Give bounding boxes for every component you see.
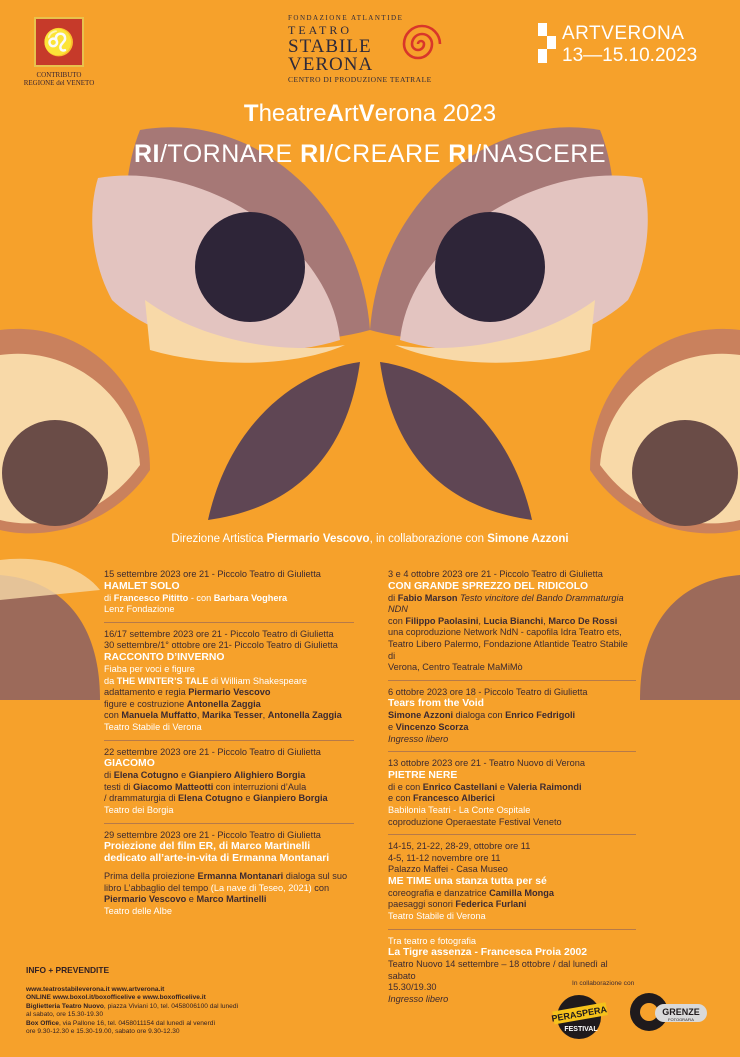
event-text-run: Filippo Paolasini bbox=[405, 615, 479, 626]
event-detail: 14-15, 21-22, 28-29, ottobre ore 11 bbox=[388, 841, 531, 852]
event-title: HAMLET SOLO bbox=[104, 580, 180, 592]
tsv-foundation: FONDAZIONE ATLANTIDE bbox=[288, 14, 404, 22]
event-detail: Babilonia Teatri - La Corte Ospitale bbox=[388, 804, 531, 815]
event-detail: 4-5, 11-12 novembre ore 11 bbox=[388, 852, 501, 863]
event-detail: Verona, Centro Teatrale MaMiMò bbox=[388, 662, 523, 673]
event-detail: Lenz Fondazione bbox=[104, 604, 175, 615]
event-text-run: , bbox=[478, 615, 484, 626]
event-title: ME TIME una stanza tutta per sé bbox=[388, 875, 547, 887]
event-text-run: L’abbaglio del tempo bbox=[123, 882, 209, 893]
title-heatre: heatre bbox=[258, 100, 327, 127]
event-detail: Palazzo Maffei - Casa Museo bbox=[388, 864, 508, 875]
region-caption bbox=[16, 71, 102, 87]
program-event bbox=[104, 830, 354, 924]
event-text-run: con interruzioni d’Aula bbox=[213, 781, 307, 792]
info-text-run: www.teatrostabileverona.it www.artverona.it bbox=[26, 986, 165, 993]
event-text-run: coreografia e danzatrice bbox=[388, 887, 490, 898]
direction-middle: , in collaborazione con bbox=[369, 533, 488, 545]
event-detail bbox=[388, 616, 636, 628]
event-text-run: - con bbox=[188, 592, 214, 603]
event-text-run: Giacomo Matteotti bbox=[133, 781, 214, 792]
event-detail bbox=[388, 734, 636, 746]
event-text-run: Ingresso libero bbox=[388, 733, 449, 744]
side-eye-right bbox=[632, 420, 738, 526]
event-text-run: Marika Tesser bbox=[202, 710, 263, 721]
event-detail bbox=[388, 793, 636, 805]
event-date: 13 ottobre 2023 ore 21 - Teatro Nuovo di Verona bbox=[388, 758, 585, 769]
event-title: CON GRANDE SPREZZO DEL RIDICOLO bbox=[388, 580, 589, 592]
artverona-mark-icon bbox=[538, 23, 560, 63]
event-text-run: di bbox=[104, 592, 114, 603]
info-text-run: , piazza Viviani 10, tel. 0458006100 dal lunedì bbox=[103, 1002, 239, 1010]
event-text-run: , bbox=[262, 710, 268, 721]
event-title: dedicato all’arte-in-vita di Ermanna Montanari bbox=[104, 853, 330, 865]
info-text-run: Biglietteria Teatro Nuovo bbox=[26, 1002, 104, 1010]
event-text-run: con bbox=[388, 615, 406, 626]
event-detail bbox=[388, 593, 636, 616]
event-detail: Tra teatro e fotografia bbox=[388, 935, 477, 946]
event-text-run: dialoga con bbox=[453, 710, 506, 721]
subtitle-nascere: /NASCERE bbox=[474, 140, 607, 168]
event-text-run: Francesco Pititto bbox=[113, 592, 189, 603]
event-detail bbox=[104, 699, 354, 711]
event-text-run: e bbox=[186, 894, 197, 905]
event-detail bbox=[388, 782, 636, 794]
subtitle-tornare: /TORNARE bbox=[159, 140, 301, 168]
event-text-run: / drammaturgia di bbox=[104, 793, 179, 804]
lion-emblem-icon: ♌ bbox=[34, 17, 84, 67]
event-text-run: con bbox=[311, 882, 330, 893]
event-text-run: Gianpiero Alighiero Borgia bbox=[188, 770, 306, 781]
event-detail bbox=[104, 593, 354, 605]
event-title: Proiezione del film ER, di Marco Martinelli bbox=[104, 841, 311, 853]
event-detail bbox=[104, 782, 354, 794]
event-detail: Teatro delle Albe bbox=[104, 905, 172, 916]
eye-left bbox=[195, 212, 305, 322]
event-date: 29 settembre 2023 ore 21 - Piccolo Teatro di Giulietta bbox=[104, 829, 321, 840]
info-heading: INFO + PREVENDITE bbox=[26, 965, 110, 975]
subtitle-ri-2: RI bbox=[300, 140, 327, 168]
event-text-run: di William Shakespeare bbox=[208, 675, 308, 686]
event-detail: coproduzione Operaestate Festival Veneto bbox=[388, 816, 562, 827]
event-detail: Teatro Stabile di Verona bbox=[388, 911, 486, 922]
event-detail bbox=[388, 722, 636, 734]
event-text-run: Valeria Raimondi bbox=[507, 781, 582, 792]
event-detail bbox=[104, 871, 354, 883]
info-text-run: ONLINE www.boxol.it/boxofficelive e www.boxofficelive.it bbox=[26, 994, 206, 1002]
direction-prefix: Direzione Artistica bbox=[171, 533, 267, 545]
strip-left bbox=[0, 559, 100, 600]
partners-caption: In collaborazione con bbox=[572, 980, 635, 987]
spiral-icon bbox=[395, 18, 443, 70]
program-event bbox=[388, 841, 636, 930]
region-caption-line2: REGIONE del VENETO bbox=[23, 79, 95, 87]
event-date: 30 settembre/1° ottobre ore 21- Piccolo Teatro di Giulietta bbox=[104, 640, 338, 651]
event-text-run: e bbox=[242, 793, 254, 804]
event-text-run: Antonella Zaggia bbox=[186, 698, 261, 709]
event-text-run: Elena Cotugno bbox=[113, 770, 179, 781]
program-event bbox=[388, 569, 636, 681]
event-text-run: Elena Cotugno bbox=[178, 793, 243, 804]
peraspera-festival-text: FESTIVAL bbox=[564, 1026, 598, 1033]
event-text-run: Francesco Alberici bbox=[413, 793, 495, 804]
event-text-run: , bbox=[543, 615, 549, 626]
region-caption-line1: CONTRIBUTO bbox=[36, 71, 82, 79]
program-event bbox=[104, 629, 354, 741]
event-title: PIETRE NERE bbox=[388, 769, 458, 781]
info-lines bbox=[26, 986, 276, 1036]
direction-collaborator: Simone Azzoni bbox=[487, 533, 569, 545]
event-detail: Fiaba per voci e figure bbox=[104, 663, 195, 674]
event-text-run: Federica Furlani bbox=[455, 899, 527, 910]
direction-director: Piermario Vescovo bbox=[266, 533, 370, 545]
event-text-run: (La nave di Teseo, 2021) bbox=[208, 882, 312, 893]
event-detail bbox=[104, 687, 354, 699]
title-rt: rt bbox=[343, 100, 359, 127]
event-detail: Teatro Stabile di Verona bbox=[104, 721, 202, 732]
event-detail: Teatro dei Borgia bbox=[104, 804, 174, 815]
event-text-run: e bbox=[388, 721, 396, 732]
program-right-column bbox=[388, 569, 636, 1018]
event-text-run: Enrico Castellani bbox=[422, 781, 498, 792]
festival-title bbox=[0, 100, 740, 128]
info-line bbox=[26, 986, 276, 994]
event-detail: una coproduzione Network NdN - capofila Idra Teatro ets, bbox=[388, 627, 622, 638]
peraspera-text: PERASPERA bbox=[551, 1004, 608, 1024]
event-detail bbox=[104, 894, 354, 906]
info-text-run: , via Pallone 16, tel. 0458011154 dal lunedì al venerdì bbox=[58, 1019, 216, 1027]
event-text-run: Ermanna Montanari bbox=[197, 871, 284, 882]
event-detail bbox=[104, 710, 354, 722]
festival-subtitle bbox=[0, 140, 740, 169]
event-text-run: di bbox=[104, 770, 114, 781]
event-text-run: Enrico Fedrigoli bbox=[505, 710, 576, 721]
info-line bbox=[26, 994, 276, 1002]
info-line bbox=[26, 1011, 276, 1019]
side-shadow-right bbox=[640, 575, 740, 700]
event-title: GIACOMO bbox=[104, 758, 155, 770]
event-detail bbox=[388, 888, 636, 900]
event-text-run: Camilla Monga bbox=[489, 887, 554, 898]
event-detail bbox=[104, 770, 354, 782]
event-text-run: Barbara Voghera bbox=[213, 592, 288, 603]
subtitle-creare: /CREARE bbox=[326, 140, 449, 168]
event-text-run: Lucia Bianchi bbox=[483, 615, 544, 626]
event-text-run: testi di bbox=[104, 781, 134, 792]
program-event bbox=[104, 569, 354, 623]
info-text-run: ore 9.30-12.30 e 15.30-19.00, sabato ore 9.30-12.30 bbox=[26, 1028, 180, 1036]
event-detail bbox=[388, 710, 636, 722]
event-text-run: Ingresso libero bbox=[388, 994, 449, 1005]
event-text-run: Vincenzo Scorza bbox=[395, 721, 469, 732]
event-text-run: Marco De Rossi bbox=[548, 615, 618, 626]
event-date: 16/17 settembre 2023 ore 21 - Piccolo Teatro di Giulietta bbox=[104, 628, 334, 639]
event-text-run: Manuela Muffatto bbox=[121, 710, 197, 721]
event-text-run: Antonella Zaggia bbox=[267, 710, 342, 721]
event-detail: Teatro Libero Palermo, Fondazione Atlantide Teatro Stabile di bbox=[388, 638, 628, 661]
event-text-run: , bbox=[196, 710, 203, 721]
info-text-run: al sabato, ore 15.30-19.30 bbox=[26, 1011, 103, 1019]
event-detail bbox=[104, 676, 354, 688]
subtitle-ri-3: RI bbox=[448, 140, 475, 168]
event-text-run: dialoga sul suo bbox=[283, 871, 348, 882]
event-text-run: e bbox=[497, 781, 508, 792]
title-erona: erona 2023 bbox=[374, 100, 497, 127]
program-event bbox=[104, 747, 354, 824]
event-title: RACCONTO D’INVERNO bbox=[104, 651, 225, 663]
program-event bbox=[388, 687, 636, 752]
wing-bottom-right bbox=[380, 362, 532, 520]
artverona-dates: 13—15.10.2023 bbox=[562, 45, 698, 66]
info-line bbox=[26, 1020, 276, 1028]
title-t: T bbox=[243, 100, 259, 127]
event-date: 22 settembre 2023 ore 21 - Piccolo Teatro di Giulietta bbox=[104, 746, 321, 757]
title-v: V bbox=[358, 100, 375, 127]
event-detail bbox=[104, 793, 354, 805]
event-text-run: di bbox=[388, 592, 398, 603]
event-text-run: di e con bbox=[388, 781, 423, 792]
event-text-run: Marco Martinelli bbox=[196, 894, 267, 905]
grenze-logo bbox=[629, 990, 709, 1038]
tsv-teatro: TEATRO bbox=[288, 23, 352, 37]
side-eye-left bbox=[2, 420, 108, 526]
peraspera-festival-logo bbox=[551, 993, 611, 1041]
event-text-run: con bbox=[104, 710, 122, 721]
tsv-centro: CENTRO DI PRODUZIONE TEATRALE bbox=[288, 75, 432, 84]
grenze-text: GRENZE bbox=[662, 1007, 700, 1017]
event-text-run: Gianpiero Borgia bbox=[253, 793, 328, 804]
event-text-run: e bbox=[178, 770, 189, 781]
event-text-run: paesaggi sonori bbox=[388, 899, 456, 910]
event-text-run: Piermario Vescovo bbox=[104, 894, 187, 905]
event-text-run: Simone Azzoni bbox=[388, 710, 453, 721]
event-date: 3 e 4 ottobre 2023 ore 21 - Piccolo Teatro di Giulietta bbox=[388, 569, 603, 579]
event-detail bbox=[104, 883, 354, 895]
regione-veneto-logo bbox=[23, 17, 95, 87]
tsv-stabile: STABILE bbox=[288, 36, 372, 57]
event-text-run: Prima della proiezione bbox=[104, 871, 198, 882]
event-date: 15 settembre 2023 ore 21 - Piccolo Teatro di Giulietta bbox=[104, 569, 321, 579]
subtitle-ri-1: RI bbox=[133, 140, 160, 168]
event-detail: 15.30/19.30 bbox=[388, 982, 437, 993]
event-text-run: Fabio Marson bbox=[397, 592, 458, 603]
tsv-verona: VERONA bbox=[288, 54, 374, 75]
grenze-sub-text: FOTOGRAFIA bbox=[668, 1017, 694, 1022]
event-text-run: THE WINTER’S TALE bbox=[116, 675, 209, 686]
artverona-name: ARTVERONA bbox=[562, 23, 685, 44]
event-text-run: da bbox=[104, 675, 117, 686]
wing-bottom-left bbox=[208, 362, 360, 520]
info-line bbox=[26, 1028, 276, 1036]
event-text-run: libro bbox=[104, 882, 124, 893]
program-left-column bbox=[104, 569, 354, 929]
event-text-run: adattamento e regia bbox=[104, 687, 189, 698]
event-text-run: Piermario Vescovo bbox=[188, 687, 271, 698]
artistic-direction bbox=[0, 533, 740, 545]
info-text-run: Box Office bbox=[26, 1019, 59, 1027]
event-title: Tears from the Void bbox=[388, 698, 485, 710]
eye-right bbox=[435, 212, 545, 322]
event-text-run: figure e costruzione bbox=[104, 698, 187, 709]
event-date: 6 ottobre 2023 ore 18 - Piccolo Teatro di Giulietta bbox=[388, 686, 588, 697]
event-detail: Teatro Nuovo 14 settembre – 18 ottobre / dal lunedì al sabato bbox=[388, 959, 608, 981]
program-event bbox=[388, 758, 636, 835]
event-title: La Tigre assenza - Francesca Proia 2002 bbox=[388, 947, 588, 959]
event-text-run: e con bbox=[388, 793, 414, 804]
title-a: A bbox=[326, 100, 344, 127]
info-line bbox=[26, 1003, 276, 1011]
event-text-run: Testo vincitore del Bando Drammaturgia NDN bbox=[388, 592, 624, 615]
event-detail bbox=[388, 899, 636, 911]
